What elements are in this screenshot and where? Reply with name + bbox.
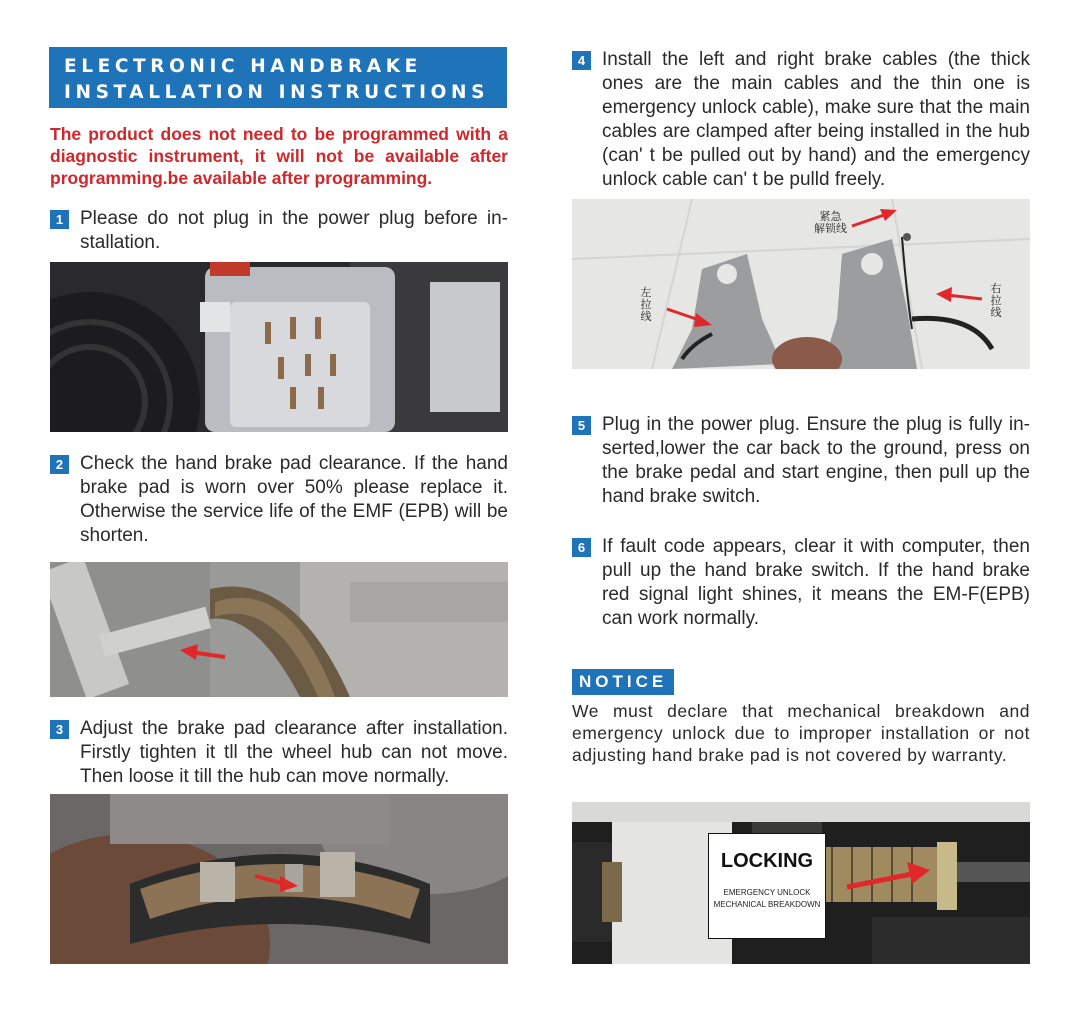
step-number-badge: 2 (50, 455, 69, 474)
step-text: If fault code appears, clear it with computer, then pull up the hand brake switch. If the hand brake red signal light shines, it means the EM-F(EPB) can work normally. (602, 536, 1030, 629)
step-1 (50, 207, 508, 255)
brake-shoe-photo (50, 794, 508, 964)
step-text: Plug in the power plug. Ensure the plug is fully in-serted,lower the car back to the ground, press on the brake pedal and start engine, then pull up the hand brake switch. (602, 414, 1030, 507)
step-number-badge: 3 (50, 720, 69, 739)
step-text: Check the hand brake pad clearance. If the hand brake pad is worn over 50% please replace it. Otherwise the service life of the EMF (EPB) will be shorten. (80, 453, 508, 546)
step-6 (572, 535, 1030, 631)
step-number-badge: 6 (572, 538, 591, 557)
power-plug-photo (50, 262, 508, 432)
step-2 (50, 452, 508, 548)
step-number-badge: 4 (572, 51, 591, 70)
locking-label-card (708, 833, 826, 939)
locking-title: LOCKING (720, 850, 814, 872)
brake-pad-measure-photo (50, 562, 508, 697)
step-text: Adjust the brake pad clearance after installation. Firstly tighten it tll the wheel hub can not move. Then loose it till the hub can move normally. (80, 718, 508, 787)
step-4 (572, 48, 1030, 192)
step-5 (572, 413, 1030, 509)
step-number-badge: 5 (572, 416, 591, 435)
right-cable-label: 右 拉 线 (990, 282, 1002, 319)
left-cable-label: 左 拉 线 (640, 286, 652, 323)
locking-subtitle-2: MECHANICAL BREAKDOWN (713, 900, 821, 909)
brake-cable-photo (572, 199, 1030, 369)
title-line-1: ELECTRONIC HANDBRAKE (64, 56, 422, 77)
title-line-2: INSTALLATION INSTRUCTIONS (64, 82, 489, 103)
step-number-badge: 1 (50, 210, 69, 229)
notice-text: We must declare that mechanical breakdown and emergency unlock due to improper installation or not adjusting hand brake pad is not covered by warranty. (572, 701, 1030, 765)
step-text: Please do not plug in the power plug before in-stallation. (80, 208, 508, 253)
step-3 (50, 717, 508, 789)
locking-subtitle-1: EMERGENCY UNLOCK (723, 888, 811, 897)
step-text: Install the left and right brake cables (the thick ones are the main cables and the thin one is emergency unlock cable), make sure that the main cables are clamped after being installed in the hub (can' t be pulled out by hand) and the emergency unlock cable can' t be pulld freely. (602, 49, 1030, 190)
warning-text: The product does not need to be programmed with a diagnostic instrument, it will not be available after programming.be available after programming. (50, 124, 508, 188)
notice-heading: NOTICE (572, 669, 674, 695)
page-title (49, 47, 507, 108)
emergency-unlock-label: 紧急 解锁线 (814, 210, 847, 235)
